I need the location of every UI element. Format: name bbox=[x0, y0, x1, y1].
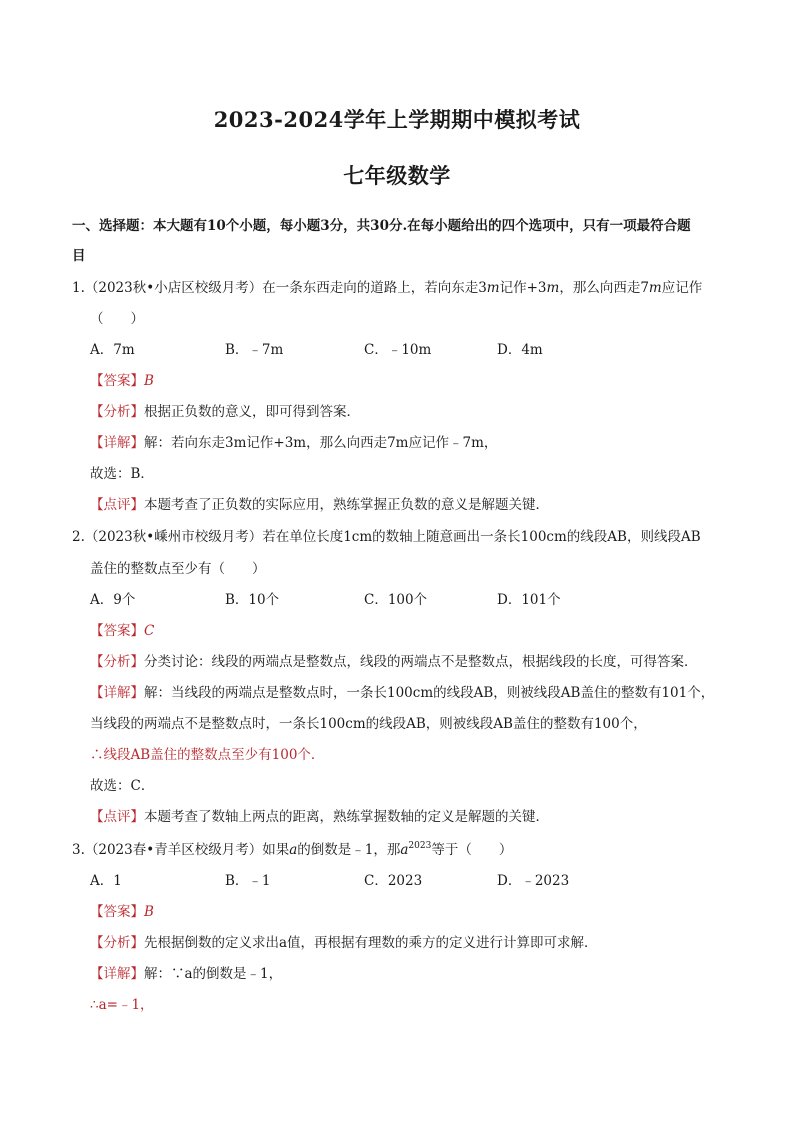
q1-detail-tag: 【详解】 bbox=[90, 435, 144, 451]
q3-detail-text-2: ∴a=﹣1， bbox=[90, 997, 154, 1013]
q1-comment-tag: 【点评】 bbox=[90, 497, 144, 513]
q2-option-c: C．100个 bbox=[364, 592, 428, 608]
q2-detail bbox=[90, 683, 714, 703]
q2-comment-text: 本题考查了数轴上两点的距离，熟练掌握数轴的定义是解题的关键． bbox=[144, 809, 549, 825]
q2-analysis-tag: 【分析】 bbox=[90, 654, 144, 670]
question-1-blank: （ ） bbox=[90, 311, 144, 327]
q2-comment bbox=[90, 807, 549, 827]
q3-option-b: B．﹣1 bbox=[225, 873, 271, 889]
q1-option-b: B．﹣7m bbox=[225, 342, 284, 358]
q3-analysis-tag: 【分析】 bbox=[90, 935, 144, 951]
q1-stem-d: 应记作 bbox=[661, 280, 703, 296]
q1-stem-c: ，那么向西走7 bbox=[559, 280, 649, 296]
q1-unit-3: m bbox=[648, 280, 662, 296]
q1-detail bbox=[90, 433, 497, 453]
q2-comment-tag: 【点评】 bbox=[90, 809, 144, 825]
q2-analysis-text: 分类讨论：线段的两端点是整数点，线段的两端点不是整数点，根据线段的长度，可得答案． bbox=[144, 654, 698, 670]
q1-stem-a: 1.（2023秋•小店区校级月考）在一条东西走向的道路上，若向东走3 bbox=[72, 280, 487, 296]
q2-option-a: A．9个 bbox=[90, 592, 136, 608]
q3-option-d: D．﹣2023 bbox=[497, 873, 570, 889]
q3-var: a bbox=[289, 842, 298, 858]
q3-option-c: C．2023 bbox=[364, 873, 423, 889]
q3-stem-b: 的倒数是﹣1，那 bbox=[297, 842, 401, 858]
question-2-stem-cont: 盖住的整数点至少有（ ） bbox=[90, 561, 266, 577]
q1-detail-text: 解：若向东走3m记作+3m，那么向西走7m应记作﹣7m， bbox=[144, 435, 498, 451]
q3-answer bbox=[90, 902, 154, 922]
q3-stem-a: 3.（2023春•青羊区校级月考）如果 bbox=[72, 842, 290, 858]
page-subtitle: 七年级数学 bbox=[343, 163, 451, 188]
q2-detail-text-3: ∴线段AB盖住的整数点至少有100个． bbox=[90, 747, 325, 763]
q1-unit-1: m bbox=[486, 280, 500, 296]
q2-detail-text-2: 当线段的两端点不是整数点时，一条长100cm的线段AB，则被线段AB盖住的整数有100个， bbox=[90, 716, 647, 732]
question-2-stem: 2.（2023秋•嵊州市校级月考）若在单位长度1cm的数轴上随意画出一条长100cm的线段AB，则线段AB bbox=[72, 529, 701, 545]
q1-option-c: C．﹣10m bbox=[364, 342, 432, 358]
section-heading-cont: 目 bbox=[72, 248, 86, 264]
q2-analysis bbox=[90, 652, 698, 672]
q3-analysis-text: 先根据倒数的定义求出a值，再根据有理数的乘方的定义进行计算即可求解． bbox=[144, 935, 598, 951]
q3-detail bbox=[90, 964, 282, 984]
page-title: 2023-2024学年上学期期中模拟考试 bbox=[213, 107, 581, 132]
q2-option-b: B．10个 bbox=[225, 592, 280, 608]
q3-stem-c: 等于（ ） bbox=[431, 842, 513, 858]
question-1-stem bbox=[72, 278, 702, 298]
q2-answer-tag: 【答案】 bbox=[90, 623, 144, 639]
q3-detail-tag: 【详解】 bbox=[90, 966, 144, 982]
q1-option-a: A．7m bbox=[90, 342, 135, 358]
q3-option-a: A．1 bbox=[90, 873, 122, 889]
q1-answer-tag: 【答案】 bbox=[90, 373, 144, 389]
q1-analysis-tag: 【分析】 bbox=[90, 404, 144, 420]
section-heading: 一、选择题：本大题有10个小题，每小题3分，共30分.在每小题给出的四个选项中，只有一项最符合题 bbox=[72, 218, 691, 234]
q1-comment bbox=[90, 495, 549, 515]
q3-detail-text: 解：∵a的倒数是﹣1， bbox=[144, 966, 283, 982]
q1-option-d: D．4m bbox=[497, 342, 543, 358]
q1-analysis-text: 根据正负数的意义，即可得到答案． bbox=[144, 404, 360, 420]
q2-choose: 故选：C． bbox=[90, 778, 155, 794]
q3-analysis bbox=[90, 933, 598, 953]
q2-option-d: D．101个 bbox=[497, 592, 561, 608]
q3-power-base: a bbox=[400, 842, 409, 858]
q2-answer-value: C bbox=[144, 623, 155, 639]
q1-analysis bbox=[90, 402, 360, 422]
q2-detail-tag: 【详解】 bbox=[90, 685, 144, 701]
q1-comment-text: 本题考查了正负数的实际应用，熟练掌握正负数的意义是解题关键． bbox=[144, 497, 549, 513]
q1-choose: 故选：B． bbox=[90, 466, 154, 482]
question-3-stem bbox=[72, 840, 512, 860]
q1-unit-2: m bbox=[546, 280, 560, 296]
q1-answer-value: B bbox=[144, 373, 154, 389]
q3-answer-value: B bbox=[144, 904, 154, 920]
q1-answer bbox=[90, 371, 154, 391]
q2-detail-text-1: 解：当线段的两端点是整数点时，一条长100cm的线段AB，则被线段AB盖住的整数有101个， bbox=[144, 685, 715, 701]
q1-stem-b: 记作+3 bbox=[499, 280, 547, 296]
q3-power-exponent: 2023 bbox=[408, 841, 432, 851]
q2-answer bbox=[90, 621, 154, 641]
q3-answer-tag: 【答案】 bbox=[90, 904, 144, 920]
